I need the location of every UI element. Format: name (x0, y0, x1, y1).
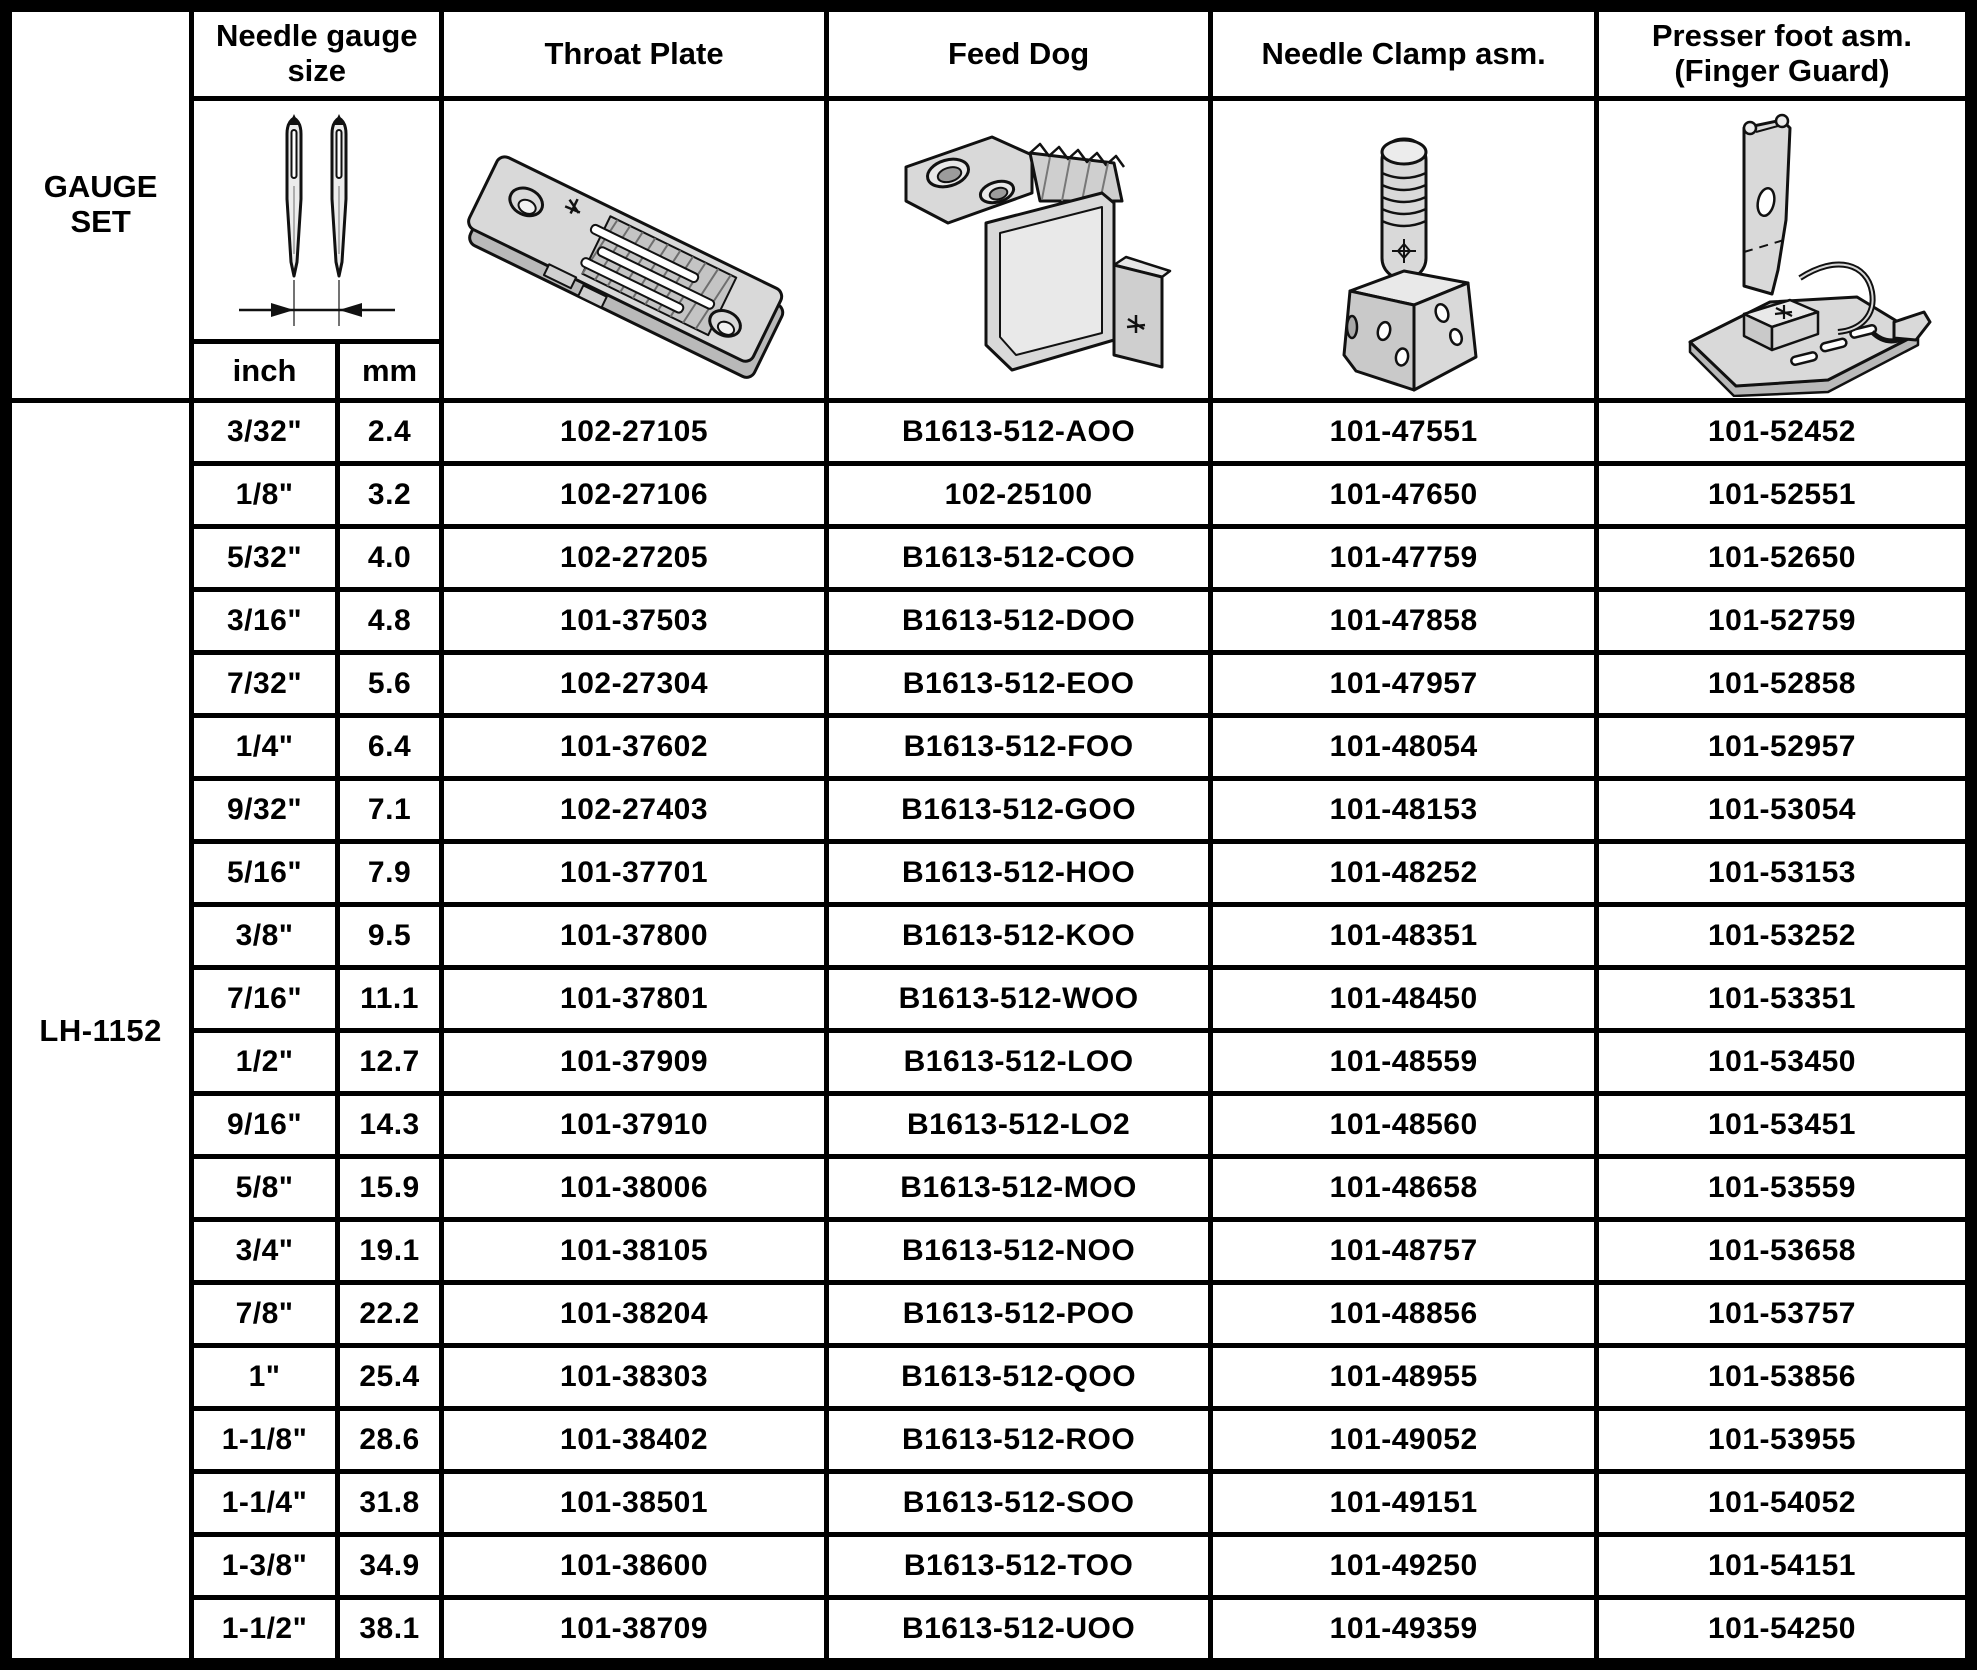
needle-clamp-image-cell (1211, 99, 1597, 401)
cell-presser-foot: 101-52957 (1596, 716, 1971, 779)
cell-inch: 5/32" (192, 527, 338, 590)
cell-presser-foot: 101-54151 (1596, 1535, 1971, 1598)
cell-presser-foot: 101-53856 (1596, 1346, 1971, 1409)
column-header-feed-dog: Feed Dog (826, 6, 1211, 99)
cell-feed-dog: B1613-512-ROO (826, 1409, 1211, 1472)
cell-inch: 3/8" (192, 905, 338, 968)
presser-foot-header-line2: (Finger Guard) (1674, 53, 1890, 88)
cell-throat-plate: 101-38006 (442, 1157, 827, 1220)
table-row (6, 1598, 1971, 1665)
cell-throat-plate: 102-27205 (442, 527, 827, 590)
throat-plate-drawing (448, 106, 820, 394)
cell-feed-dog: B1613-512-FOO (826, 716, 1211, 779)
cell-mm: 38.1 (337, 1598, 441, 1665)
cell-mm: 11.1 (337, 968, 441, 1031)
table-row (6, 716, 1971, 779)
cell-feed-dog: B1613-512-DOO (826, 590, 1211, 653)
cell-needle-clamp: 101-49250 (1211, 1535, 1597, 1598)
cell-throat-plate: 102-27403 (442, 779, 827, 842)
cell-throat-plate: 101-38105 (442, 1220, 827, 1283)
needle-clamp-drawing (1264, 105, 1544, 395)
cell-presser-foot: 101-52551 (1596, 464, 1971, 527)
table-row (6, 653, 1971, 716)
cell-presser-foot: 101-53451 (1596, 1094, 1971, 1157)
table-row (6, 527, 1971, 590)
cell-presser-foot: 101-53757 (1596, 1283, 1971, 1346)
table-row (6, 1409, 1971, 1472)
table-row (6, 464, 1971, 527)
cell-inch: 9/16" (192, 1094, 338, 1157)
cell-presser-foot: 101-53153 (1596, 842, 1971, 905)
cell-mm: 22.2 (337, 1283, 441, 1346)
cell-needle-clamp: 101-49151 (1211, 1472, 1597, 1535)
cell-mm: 7.1 (337, 779, 441, 842)
cell-feed-dog: B1613-512-MOO (826, 1157, 1211, 1220)
cell-feed-dog: B1613-512-GOO (826, 779, 1211, 842)
cell-needle-clamp: 101-48658 (1211, 1157, 1597, 1220)
cell-feed-dog: B1613-512-LO2 (826, 1094, 1211, 1157)
cell-needle-clamp: 101-49359 (1211, 1598, 1597, 1665)
cell-throat-plate: 101-38204 (442, 1283, 827, 1346)
cell-mm: 15.9 (337, 1157, 441, 1220)
cell-inch: 1-1/4" (192, 1472, 338, 1535)
cell-presser-foot: 101-53054 (1596, 779, 1971, 842)
table-row (6, 779, 1971, 842)
cell-mm: 9.5 (337, 905, 441, 968)
table-row (6, 1472, 1971, 1535)
table-row (6, 1283, 1971, 1346)
table-row (6, 1094, 1971, 1157)
cell-inch: 1-1/8" (192, 1409, 338, 1472)
cell-mm: 4.0 (337, 527, 441, 590)
table-row (6, 1220, 1971, 1283)
cell-feed-dog: B1613-512-KOO (826, 905, 1211, 968)
cell-inch: 3/32" (192, 401, 338, 464)
table-row (6, 905, 1971, 968)
cell-mm: 34.9 (337, 1535, 441, 1598)
cell-mm: 5.6 (337, 653, 441, 716)
cell-mm: 14.3 (337, 1094, 441, 1157)
gauge-set-header-label: GAUGE SET (43, 169, 158, 239)
presser-foot-image-cell (1596, 99, 1971, 401)
cell-inch: 3/16" (192, 590, 338, 653)
cell-feed-dog: B1613-512-EOO (826, 653, 1211, 716)
cell-needle-clamp: 101-48054 (1211, 716, 1597, 779)
cell-mm: 19.1 (337, 1220, 441, 1283)
header-image-row (6, 99, 1971, 342)
table-row (6, 1157, 1971, 1220)
cell-presser-foot: 101-52452 (1596, 401, 1971, 464)
cell-presser-foot: 101-53955 (1596, 1409, 1971, 1472)
needle-gauge-image-cell (192, 99, 442, 342)
table-row (6, 590, 1971, 653)
cell-inch: 9/32" (192, 779, 338, 842)
cell-mm: 28.6 (337, 1409, 441, 1472)
cell-inch: 1/2" (192, 1031, 338, 1094)
cell-throat-plate: 102-27105 (442, 401, 827, 464)
cell-feed-dog: B1613-512-NOO (826, 1220, 1211, 1283)
table-row (6, 401, 1971, 464)
cell-feed-dog: B1613-512-POO (826, 1283, 1211, 1346)
cell-throat-plate: 101-37701 (442, 842, 827, 905)
cell-needle-clamp: 101-49052 (1211, 1409, 1597, 1472)
cell-throat-plate: 101-37910 (442, 1094, 827, 1157)
table-row (6, 968, 1971, 1031)
cell-throat-plate: 101-38600 (442, 1535, 827, 1598)
table-row (6, 1346, 1971, 1409)
cell-presser-foot: 101-52759 (1596, 590, 1971, 653)
cell-inch: 1/8" (192, 464, 338, 527)
cell-mm: 25.4 (337, 1346, 441, 1409)
table-row (6, 1535, 1971, 1598)
cell-inch: 3/4" (192, 1220, 338, 1283)
cell-needle-clamp: 101-47551 (1211, 401, 1597, 464)
cell-inch: 5/16" (192, 842, 338, 905)
gauge-set-value: LH-1152 (6, 401, 192, 1665)
cell-feed-dog: B1613-512-AOO (826, 401, 1211, 464)
twin-needles-gauge-drawing (199, 104, 435, 336)
cell-needle-clamp: 101-48450 (1211, 968, 1597, 1031)
feed-dog-drawing (864, 105, 1174, 395)
column-header-inch: inch (192, 342, 338, 401)
cell-throat-plate: 101-37503 (442, 590, 827, 653)
cell-inch: 7/32" (192, 653, 338, 716)
cell-needle-clamp: 101-47957 (1211, 653, 1597, 716)
cell-throat-plate: 101-38501 (442, 1472, 827, 1535)
cell-inch: 1-1/2" (192, 1598, 338, 1665)
cell-presser-foot: 101-53351 (1596, 968, 1971, 1031)
cell-presser-foot: 101-53252 (1596, 905, 1971, 968)
cell-needle-clamp: 101-48856 (1211, 1283, 1597, 1346)
cell-presser-foot: 101-54250 (1596, 1598, 1971, 1665)
cell-throat-plate: 101-37909 (442, 1031, 827, 1094)
cell-feed-dog: B1613-512-LOO (826, 1031, 1211, 1094)
cell-feed-dog: B1613-512-SOO (826, 1472, 1211, 1535)
cell-presser-foot: 101-52858 (1596, 653, 1971, 716)
cell-feed-dog: B1613-512-HOO (826, 842, 1211, 905)
cell-throat-plate: 101-37800 (442, 905, 827, 968)
cell-feed-dog: B1613-512-QOO (826, 1346, 1211, 1409)
cell-mm: 4.8 (337, 590, 441, 653)
cell-needle-clamp: 101-48560 (1211, 1094, 1597, 1157)
cell-presser-foot: 101-53559 (1596, 1157, 1971, 1220)
column-header-presser-foot (1596, 6, 1971, 99)
cell-mm: 2.4 (337, 401, 441, 464)
cell-inch: 5/8" (192, 1157, 338, 1220)
cell-throat-plate: 101-38303 (442, 1346, 827, 1409)
table-row (6, 1031, 1971, 1094)
cell-needle-clamp: 101-47858 (1211, 590, 1597, 653)
cell-throat-plate: 101-38402 (442, 1409, 827, 1472)
cell-needle-clamp: 101-48757 (1211, 1220, 1597, 1283)
header-title-row (6, 6, 1971, 99)
cell-mm: 31.8 (337, 1472, 441, 1535)
cell-throat-plate: 101-37801 (442, 968, 827, 1031)
cell-throat-plate: 101-38709 (442, 1598, 827, 1665)
cell-feed-dog: B1613-512-TOO (826, 1535, 1211, 1598)
cell-inch: 1-3/8" (192, 1535, 338, 1598)
gauge-set-header-cell (6, 6, 192, 401)
cell-needle-clamp: 101-47650 (1211, 464, 1597, 527)
column-header-throat-plate: Throat Plate (442, 6, 827, 99)
cell-inch: 7/8" (192, 1283, 338, 1346)
throat-plate-image-cell (442, 99, 827, 401)
cell-inch: 7/16" (192, 968, 338, 1031)
presser-foot-header-line1: Presser foot asm. (1651, 18, 1913, 54)
cell-mm: 7.9 (337, 842, 441, 905)
cell-needle-clamp: 101-47759 (1211, 527, 1597, 590)
cell-inch: 1" (192, 1346, 338, 1409)
cell-mm: 12.7 (337, 1031, 441, 1094)
cell-feed-dog: B1613-512-COO (826, 527, 1211, 590)
cell-presser-foot: 101-54052 (1596, 1472, 1971, 1535)
cell-needle-clamp: 101-48559 (1211, 1031, 1597, 1094)
cell-feed-dog: B1613-512-UOO (826, 1598, 1211, 1665)
column-header-needle-clamp: Needle Clamp asm. (1211, 6, 1597, 99)
column-header-mm: mm (337, 342, 441, 401)
cell-feed-dog: 102-25100 (826, 464, 1211, 527)
cell-mm: 3.2 (337, 464, 441, 527)
table-row (6, 842, 1971, 905)
cell-needle-clamp: 101-48955 (1211, 1346, 1597, 1409)
cell-inch: 1/4" (192, 716, 338, 779)
column-header-needle-gauge-size: Needle gauge size (192, 6, 442, 99)
cell-needle-clamp: 101-48351 (1211, 905, 1597, 968)
presser-foot-drawing (1632, 102, 1932, 397)
cell-presser-foot: 101-53450 (1596, 1031, 1971, 1094)
cell-throat-plate: 102-27304 (442, 653, 827, 716)
parts-table-body (6, 401, 1971, 1665)
cell-needle-clamp: 101-48252 (1211, 842, 1597, 905)
cell-feed-dog: B1613-512-WOO (826, 968, 1211, 1031)
feed-dog-image-cell (826, 99, 1211, 401)
cell-throat-plate: 102-27106 (442, 464, 827, 527)
cell-presser-foot: 101-53658 (1596, 1220, 1971, 1283)
cell-needle-clamp: 101-48153 (1211, 779, 1597, 842)
cell-throat-plate: 101-37602 (442, 716, 827, 779)
cell-presser-foot: 101-52650 (1596, 527, 1971, 590)
cell-mm: 6.4 (337, 716, 441, 779)
